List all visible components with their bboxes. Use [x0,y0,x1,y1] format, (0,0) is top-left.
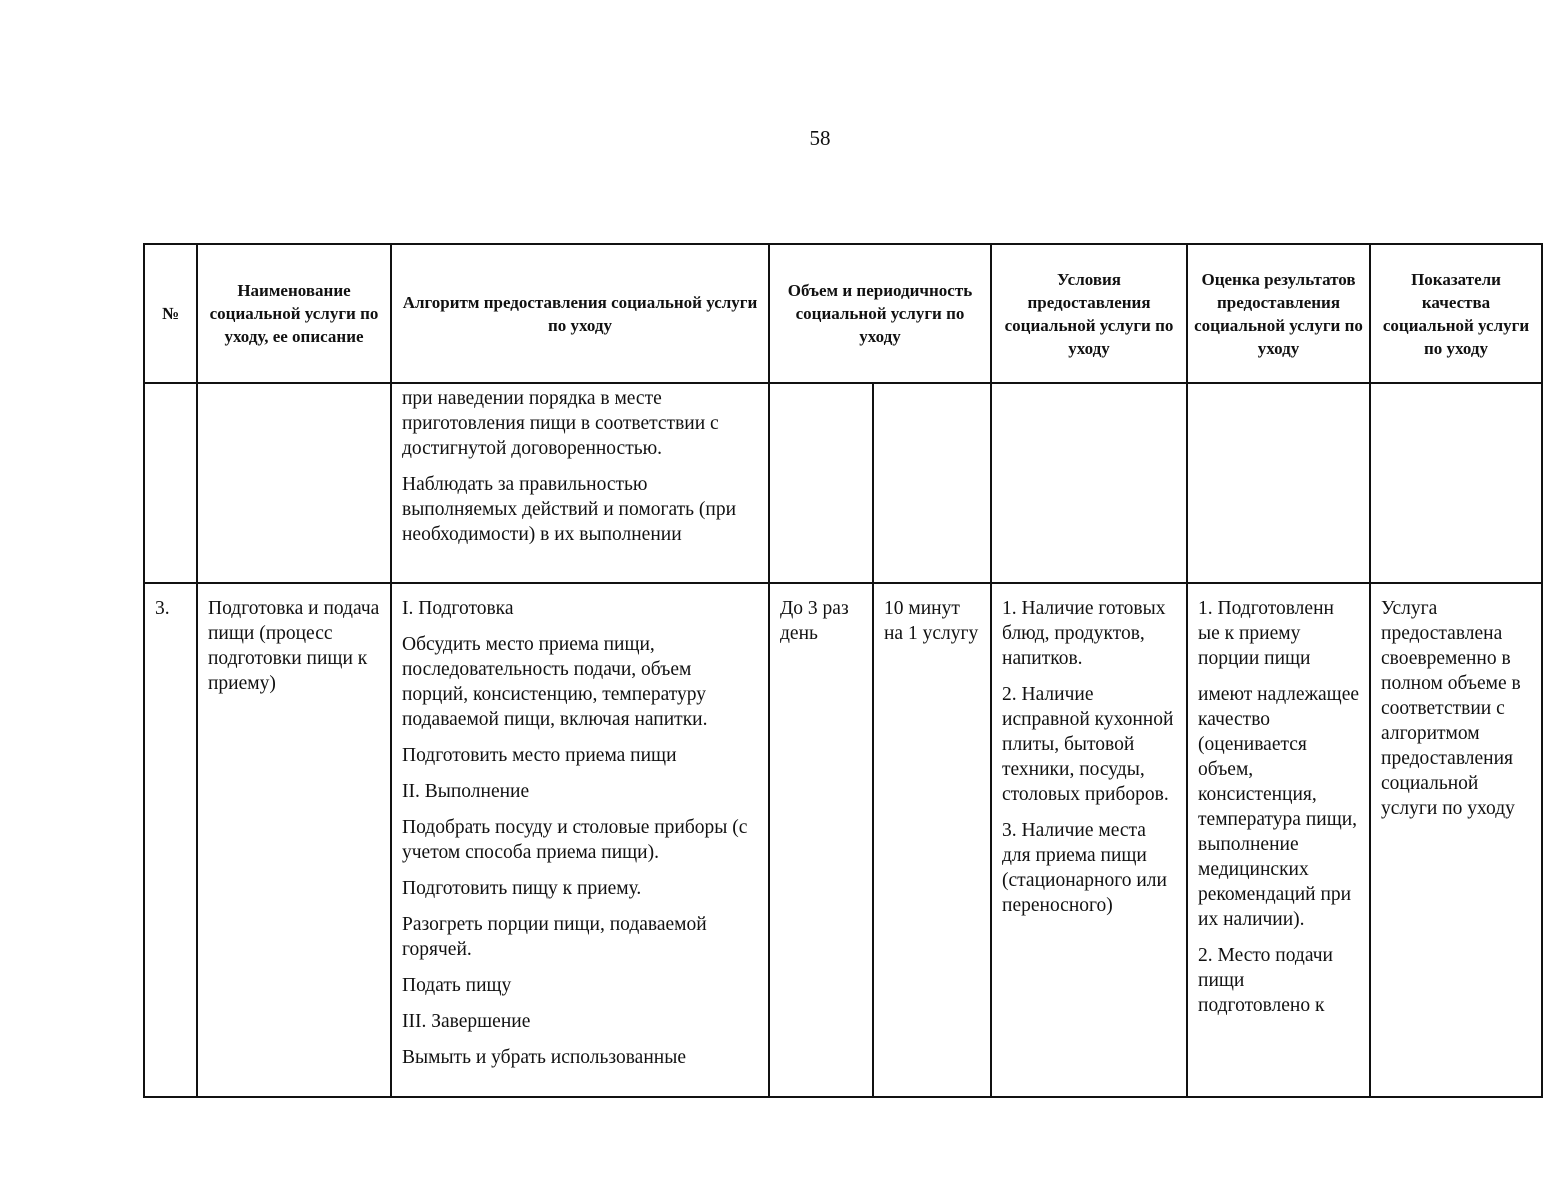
table-row-service-3 [144,583,1542,1097]
condition-item: 2. Наличие исправной кухонной плиты, бытовой техники, посуды, столовых приборов. [1002,684,1174,805]
header-number: № [144,244,197,383]
algorithm-step: Подготовить место приема пищи [402,745,677,766]
cell-empty [1187,383,1370,583]
cell-service-name [197,583,391,1097]
cell-empty [144,383,197,583]
cell-algorithm-continued [391,383,769,583]
evaluation-item: имеют надлежащее качество (оценивается объем, консистенция, температура пищи, выполнение медицинских рекомендаций при их наличии). [1198,684,1360,930]
cell-empty [1370,383,1542,583]
algorithm-step: Разогреть порции пищи, подаваемой горячей. [402,914,707,960]
evaluation-item: 2. Место подачи пищи подготовлено к [1198,945,1333,1016]
cell-empty [991,383,1187,583]
algorithm-step: Наблюдать за правильностью выполняемых действий и помогать (при необходимости) в их выполнении [402,474,737,545]
service-name: Подготовка и подача пищи (процесс подготовки пищи к приему) [208,598,380,694]
cell-conditions [991,583,1187,1097]
header-service-name: Наименование социальной услуги по уходу, ее описание [197,244,391,383]
algorithm-step: I. Подготовка [402,598,514,619]
algorithm-step: Подобрать посуду и столовые приборы (с учетом способа приема пищи). [402,817,748,863]
table-row-continuation [144,383,1542,583]
cell-empty [197,383,391,583]
cell-algorithm [391,583,769,1097]
cell-volume [769,583,873,1097]
page-number: 58 [809,126,831,150]
header-evaluation: Оценка результатов предоставления социальной услуги по уходу [1187,244,1370,383]
services-table [143,243,1543,1098]
row-number: 3. [155,598,170,619]
algorithm-step: при наведении порядка в месте приготовления пищи в соответствии с достигнутой договоренностью. [402,388,719,459]
service-periodicity: 10 минут на 1 услугу [884,598,979,644]
algorithm-step: III. Завершение [402,1011,531,1032]
algorithm-step: Вымыть и убрать использованные [402,1047,686,1068]
cell-empty [769,383,873,583]
algorithm-step: II. Выполнение [402,781,530,802]
evaluation-item: 1. Подготовленн ые к приему порции пищи [1198,598,1334,669]
table-header-row [144,244,1542,383]
header-volume-periodicity: Объем и периодичность социальной услуги по уходу [769,244,991,383]
cell-quality [1370,583,1542,1097]
quality-indicator: Услуга предоставлена своевременно в полном объеме в соответствии с алгоритмом предоставления социальной услуги по уходу [1381,598,1521,819]
header-conditions: Условия предоставления социальной услуги по уходу [991,244,1187,383]
service-volume: До 3 раз день [780,598,849,644]
header-quality: Показатели качества социальной услуги по уходу [1370,244,1542,383]
cell-number [144,583,197,1097]
algorithm-step: Подать пищу [402,975,512,996]
condition-item: 1. Наличие готовых блюд, продуктов, напитков. [1002,598,1166,669]
cell-periodicity [873,583,991,1097]
cell-empty [873,383,991,583]
cell-evaluation [1187,583,1370,1097]
algorithm-step: Обсудить место приема пищи, последовательность подачи, объем порций, консистенцию, температуру подаваемой пищи, включая напитки. [402,634,708,730]
header-algorithm: Алгоритм предоставления социальной услуги по уходу [391,244,769,383]
condition-item: 3. Наличие места для приема пищи (стационарного или переносного) [1002,820,1167,916]
algorithm-step: Подготовить пищу к приему. [402,878,642,899]
